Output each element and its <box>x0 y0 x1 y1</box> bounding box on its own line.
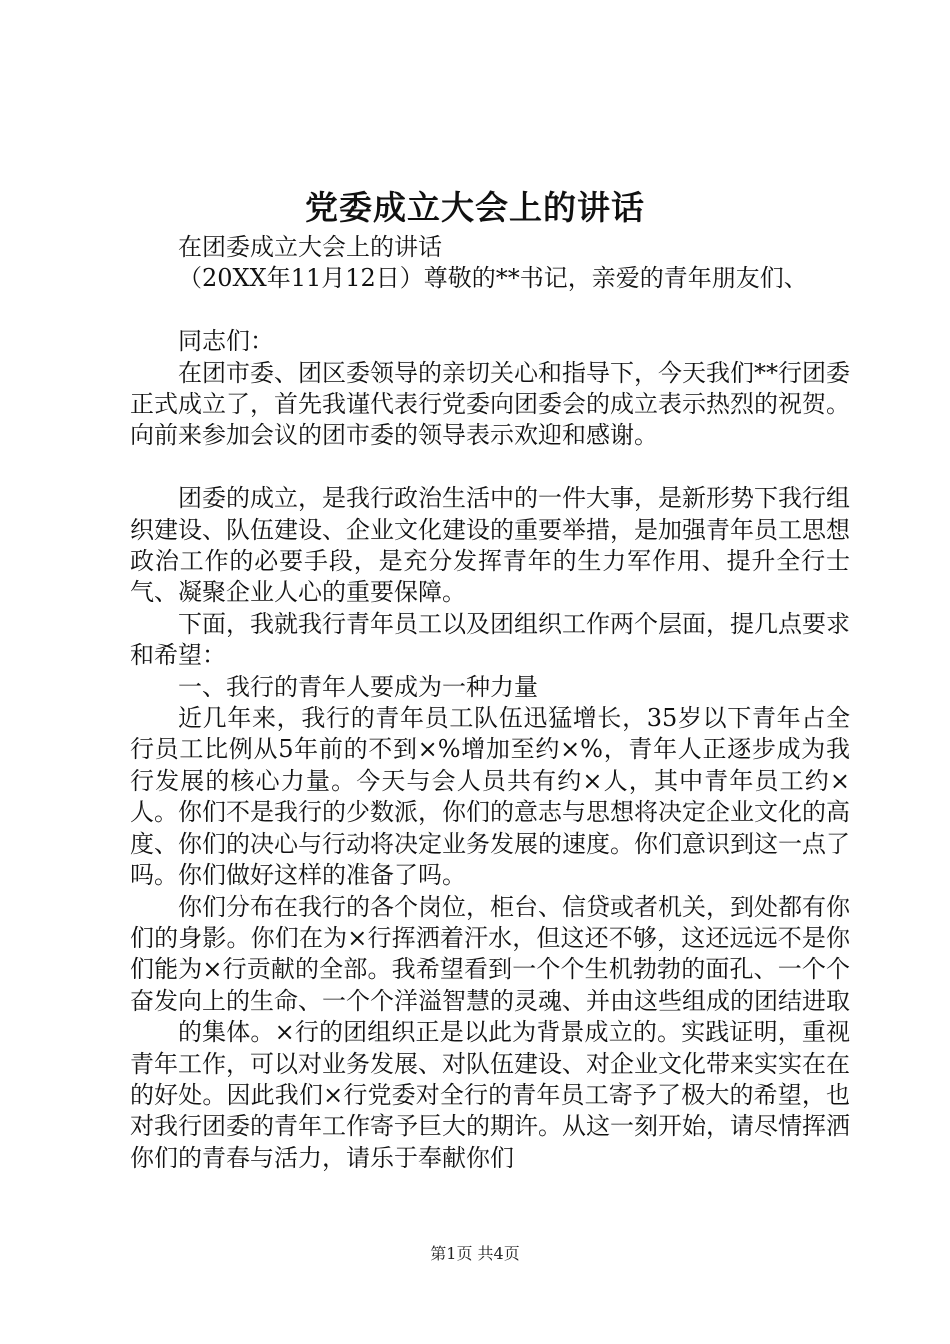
document-body <box>130 232 850 1174</box>
paragraph-salutation: 同志们： <box>178 327 274 356</box>
paragraph-heading: 在团委成立大会上的讲话 <box>178 233 442 261</box>
paragraph-youth-positions: 你们分布在我行的各个岗位，柜台、信贷或者机关，到处都有你们的身影。你们在为×行挥洒着汗水，但这还不够，这还远远不是你们能为×行贡献的全部。我希望看到一个个生机勃勃的面孔、一个个奋发向上的生命、一个个洋溢智慧的灵魂、并由这些组成的团结进取 <box>130 892 850 1015</box>
paragraph-intro-requirements: 下面，我就我行青年员工以及团组织工作两个层面，提几点要求和希望： <box>130 609 850 670</box>
document-title: 党委成立大会上的讲话 <box>305 188 645 227</box>
page-number-footer: 第1页 共4页 <box>430 1244 520 1263</box>
section-heading-one: 一、我行的青年人要成为一种力量 <box>178 672 538 701</box>
paragraph-date-greeting: （20XX年11月12日）尊敬的**书记，亲爱的青年朋友们、 <box>178 264 808 293</box>
paragraph-youth-growth: 近几年来，我行的青年员工队伍迅猛增长，35岁以下青年占全行员工比例从5年前的不到×%增加至约×%，青年人正逐步成为我行发展的核心力量。今天与会人员共有约×人，其中青年员工约×人。你们不是我行的少数派，你们的意志与思想将决定企业文化的高度、你们的决心与行动将决定业务发展的速度。你们意识到这一点了吗。你们做好这样的准备了吗。 <box>130 704 850 890</box>
paragraph-opening: 在团市委、团区委领导的亲切关心和指导下，今天我们**行团委正式成立了，首先我谨代表行党委向团委会的成立表示热烈的祝贺。向前来参加会议的团市委的领导表示欢迎和感谢。 <box>130 358 850 450</box>
paragraph-spacer <box>130 452 850 483</box>
paragraph-collective: 的集体。×行的团组织正是以此为背景成立的。实践证明，重视青年工作，可以对业务发展、对队伍建设、对企业文化带来实实在在的好处。因此我们×行党委对全行的青年员工寄予了极大的希望，也对我行团委的青年工作寄予巨大的期许。从这一刻开始，请尽情挥洒你们的青春与活力，请乐于奉献你们 <box>130 1018 850 1172</box>
paragraph-significance: 团委的成立，是我行政治生活中的一件大事，是新形势下我行组织建设、队伍建设、企业文化建设的重要举措，是加强青年员工思想政治工作的必要手段，是充分发挥青年的生力军作用、提升全行士气、凝聚企业人心的重要保障。 <box>130 484 850 607</box>
paragraph-spacer <box>130 295 850 326</box>
